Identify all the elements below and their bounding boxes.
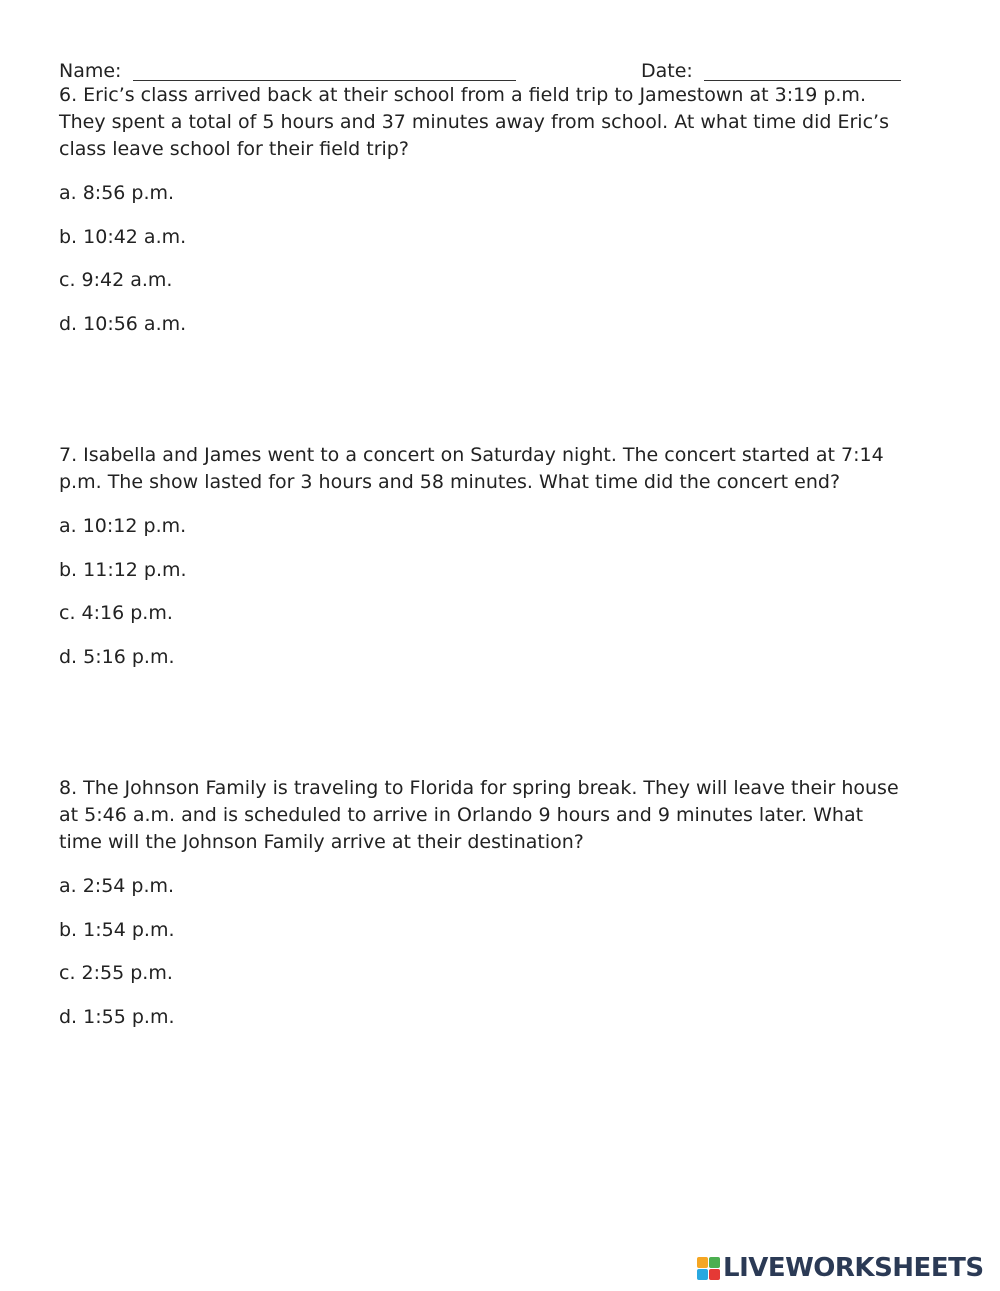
question-7-option-b[interactable]: b. 11:12 p.m. <box>59 559 187 581</box>
question-8-option-b[interactable]: b. 1:54 p.m. <box>59 919 175 941</box>
question-8-option-a[interactable]: a. 2:54 p.m. <box>59 875 175 897</box>
question-8-line-2: at 5:46 a.m. and is scheduled to arrive in Orlando 9 hours and 9 minutes later. What <box>59 804 864 826</box>
question-7-line-1: 7. Isabella and James went to a concert on Saturday night. The concert started at 7:14 <box>59 444 884 466</box>
liveworksheets-logo <box>697 1253 984 1283</box>
question-6-line-1: 6. Eric’s class arrived back at their school from a field trip to Jamestown at 3:19 p.m. <box>59 84 866 106</box>
date-field[interactable] <box>704 80 901 81</box>
question-7-option-a[interactable]: a. 10:12 p.m. <box>59 515 187 537</box>
question-7-option-c[interactable]: c. 4:16 p.m. <box>59 602 173 624</box>
question-6-option-c[interactable]: c. 9:42 a.m. <box>59 269 173 291</box>
question-6-line-3: class leave school for their field trip? <box>59 138 409 160</box>
logo-text: LIVEWORKSHEETS <box>723 1253 984 1283</box>
question-8-line-3: time will the Johnson Family arrive at their destination? <box>59 831 584 853</box>
question-7-line-2: p.m. The show lasted for 3 hours and 58 minutes. What time did the concert end? <box>59 471 841 493</box>
question-6-option-d[interactable]: d. 10:56 a.m. <box>59 313 187 335</box>
date-label: Date: <box>641 60 693 82</box>
question-6-option-a[interactable]: a. 8:56 p.m. <box>59 182 175 204</box>
name-field[interactable] <box>133 80 516 81</box>
question-8-option-c[interactable]: c. 2:55 p.m. <box>59 962 173 984</box>
question-8-line-1: 8. The Johnson Family is traveling to Florida for spring break. They will leave their house <box>59 777 899 799</box>
logo-square-icon <box>697 1257 708 1268</box>
logo-square-icon <box>709 1269 720 1280</box>
liveworksheets-logo-icon <box>697 1257 720 1280</box>
question-7-option-d[interactable]: d. 5:16 p.m. <box>59 646 175 668</box>
logo-square-icon <box>697 1269 708 1280</box>
logo-square-icon <box>709 1257 720 1268</box>
question-6-option-b[interactable]: b. 10:42 a.m. <box>59 226 187 248</box>
name-label: Name: <box>59 60 122 82</box>
question-6-line-2: They spent a total of 5 hours and 37 minutes away from school. At what time did Eric’s <box>59 111 889 133</box>
question-8-option-d[interactable]: d. 1:55 p.m. <box>59 1006 175 1028</box>
